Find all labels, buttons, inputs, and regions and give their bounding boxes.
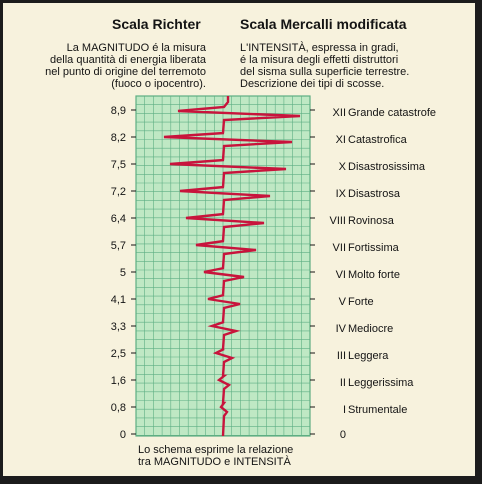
mercalli-degree-name: Rovinosa	[348, 215, 394, 227]
mercalli-numeral: IV	[335, 323, 346, 335]
mercalli-numeral: V	[338, 296, 346, 308]
caption-line: Lo schema esprime la relazione	[138, 444, 294, 456]
richter-value: 8,9	[110, 105, 126, 117]
mercalli-numeral: IX	[335, 188, 346, 200]
richter-value: 0	[119, 429, 126, 441]
mercalli-numeral: XI	[335, 134, 346, 146]
mercalli-title: Scala Mercalli modificata	[240, 16, 407, 32]
mercalli-degree-name: Catastrofica	[348, 134, 407, 146]
richter-value: 2,5	[110, 348, 126, 360]
mercalli-degree-name: Strumentale	[348, 404, 408, 416]
mercalli-numeral: III	[336, 350, 346, 362]
mercalli-numeral: VIII	[329, 215, 346, 227]
richter-description-line: La MAGNITUDO é la misura	[66, 42, 206, 54]
mercalli-description-line: é la misura degli effetti distruttori	[240, 54, 399, 66]
richter-value: 8,2	[110, 132, 126, 144]
richter-value: 7,2	[110, 186, 126, 198]
richter-description-line: nel punto di origine del terremoto	[45, 66, 206, 78]
mercalli-numeral: VI	[335, 269, 346, 281]
mercalli-numeral: VII	[332, 242, 346, 254]
richter-description-line: della quantità di energia liberata	[50, 54, 206, 66]
caption-line: tra MAGNITUDO e INTENSITÀ	[138, 456, 291, 468]
richter-title: Scala Richter	[112, 16, 201, 32]
diagram-caption	[138, 444, 293, 468]
richter-value: 5	[119, 267, 126, 279]
richter-value: 1,6	[110, 375, 126, 387]
richter-value: 5,7	[110, 240, 126, 252]
mercalli-numeral: I	[342, 404, 346, 416]
mercalli-zero: 0	[339, 429, 346, 441]
mercalli-degree-name: Grande catastrofe	[348, 107, 437, 119]
richter-value: 0,8	[110, 402, 126, 414]
mercalli-degree-name: Leggera	[348, 350, 389, 362]
mercalli-degree-name: Mediocre	[348, 323, 394, 335]
mercalli-numeral: II	[339, 377, 346, 389]
mercalli-degree-name: Leggerissima	[348, 377, 414, 389]
mercalli-degree-name: Disastrosissima	[348, 161, 426, 173]
mercalli-degree-name: Fortissima	[348, 242, 399, 254]
mercalli-degree-name: Forte	[348, 296, 374, 308]
richter-value: 3,3	[110, 321, 126, 333]
richter-value: 7,5	[110, 159, 126, 171]
richter-value: 6,4	[110, 213, 126, 225]
richter-description-line: (fuoco o ipocentro).	[111, 78, 206, 90]
mercalli-numeral: X	[338, 161, 346, 173]
richter-value: 4,1	[110, 294, 126, 306]
mercalli-description-line: Descrizione dei tipi di scosse.	[240, 78, 385, 90]
mercalli-numeral: XII	[332, 107, 346, 119]
mercalli-degree-name: Disastrosa	[348, 188, 400, 200]
mercalli-degree-name: Molto forte	[348, 269, 400, 281]
mercalli-description-line: del sisma sulla superficie terrestre.	[240, 66, 410, 78]
mercalli-description-line: L'INTENSITÀ, espressa in gradi,	[240, 42, 399, 54]
